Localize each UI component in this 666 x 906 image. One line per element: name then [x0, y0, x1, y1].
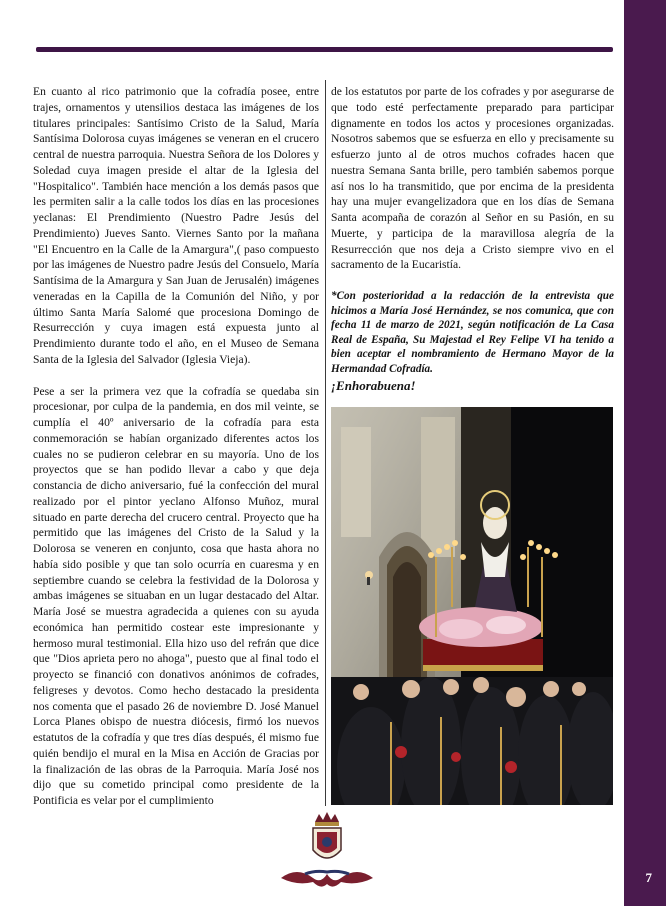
- congrats-line: ¡Enhorabuena!: [331, 377, 416, 393]
- page-number: 7: [645, 870, 652, 885]
- purple-sidebar-band: [624, 0, 666, 906]
- left-paragraph-1: En cuanto al rico patrimonio que la cofradía posee, entre trajes, ornamentos y utensilios destaca las imágenes de los titulares principales: Santísimo Cristo de la Salud, María Santísima Dolorosa cuyas imágenes se veneran en el crucero central de nuestra parroquia. Nuestra Señora de los Dolores y Soledad cuya imagen preside el altar de la Iglesia del "Hospitalico". También hace mención a los demás pasos que les permiten salir a la calle todos los días en las procesiones yeclanas: El Prendimiento (Nuestro Padre Jesús del Prendimiento) Jueves Santo. Viernes Santo por la mañana "El Encuentro en la Calle de la Amargura",( paso compuesto por las imágenes de Nuestro padre Jesús del Consuelo, María Santísima de la Amargura y San Juan de Jerusalén) imágenes veneradas en la Capilla de la Comunión del Niño, y por último Santa María Salomé que procesiona Domingo de Resurrección y cuya imagen está expuesta junto al Prendimiento durante todo el año, en el Museo de Semana Santa de la Iglesia del Salvador (Iglesia Vieja).: [33, 85, 319, 366]
- header-rule: [36, 47, 613, 52]
- right-column: [331, 84, 614, 393]
- cofradia-emblem: [275, 812, 379, 894]
- procession-photo: [331, 407, 613, 805]
- right-paragraph: de los estatutos por parte de los cofrades y por asegurarse de que todo esté perfectamente preparado para participar dignamente en todos los actos y procesiones organizadas. Nosotros sabemos que se esfuerza en ello y precisamente su esfuerzo junto al de otros muchos cofrades hacen que nuestra Semana Santa brille, pero también sabemos porque así nos lo ha transmitido, que por encima de la presidenta hay una mujer evangelizadora que en los días de Semana Santa acompaña de corazón al Señor en su Pasión, en su Muerte, y participa de la maravillosa alegría de la Resurrección que nos deja a Cristo siempre vivo en el sacramento de la Eucaristía.: [331, 85, 614, 272]
- footnote-royal-appointment: *Con posterioridad a la redacción de la entrevista que hicimos a María José Hernández, se nos comunica, que con fecha 11 de marzo de 2021, según notificación de La Casa Real de España, Su Majestad el Rey Felipe VI ha tenido a bien aceptar el nombramiento de Hermano Mayor de la Hermandad Cofradía.: [331, 290, 614, 375]
- left-column: [33, 84, 319, 809]
- column-divider: [325, 80, 326, 806]
- left-paragraph-2: Pese a ser la primera vez que la cofradía se quedaba sin procesionar, por culpa de la pandemia, en dos mil veinte, se cumplía el 40º aniversario de la cofradía para esta conmemoración se habían organizado diferentes actos los cuales no se pudieron celebrar en su mayoría. Uno de los proyectos que se han podido llevar a cabo y que deja constancia de dicho aniversario, fué la confección del mural realizado por el pintor yeclano Alfonso Muñoz, mural situado en parte derecha del crucero central. Proyecto que ha permitido que las imágenes del Cristo de la Salud y la Dolorosa se veneren en conjunto, cosa que hasta ahora no había sido posible y que tan solo ocurría en cuaresma y en septiembre cuando se celebra la festividad de la Dolorosa y ambas imágenes se situaban en un lugar destacado del Altar. María José se muestra agradecida a quienes con su ayuda económica han permitido costear este impresionante y hermoso mural testimonial. Ella hizo uso del refrán que dice que "Dios aprieta pero no ahoga", puesto que al final todo el proyecto se financió con donativos anónimos de cofrades, feligreses y devotos. Como hecho destacado la presidenta nos comenta que el pasado 26 de noviembre D. José Manuel Lorca Planes obispo de nuestra diócesis, firmó los nuevos estatutos de la cofradía y que tres días después, él mismo fue quién bendijo el mural en la Misa en Acción de Gracias por la finalización de las obras de la Parroquia. María José nos dijo que su cometido principal como presidente de la Pontificia es velar por el cumplimiento: [33, 384, 319, 807]
